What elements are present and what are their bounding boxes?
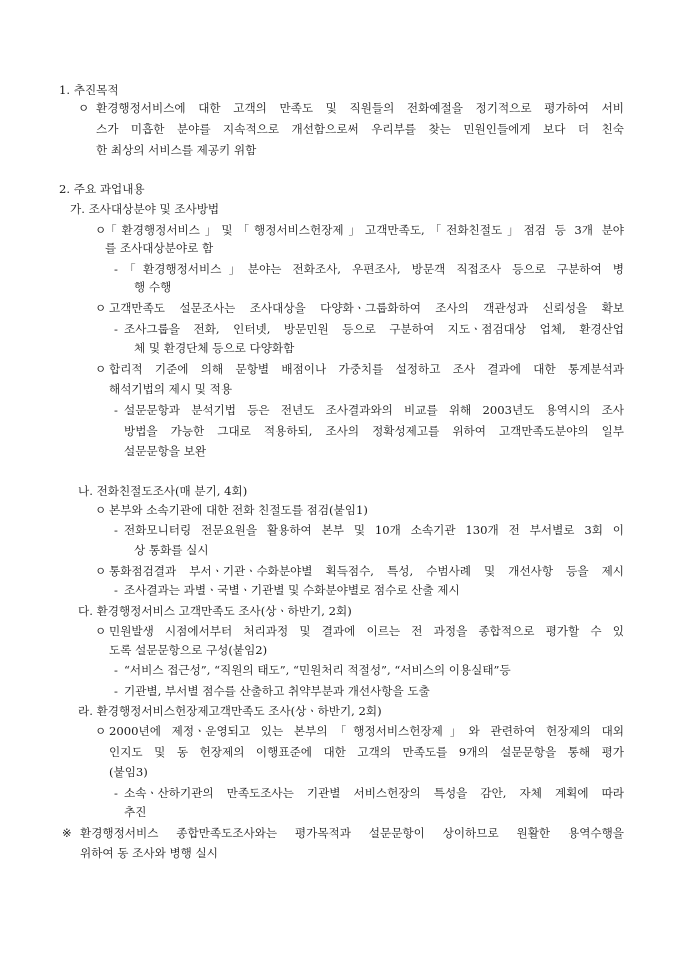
purpose-line-1: 환경행정서비스에 대한 고객의 만족도 및 직원들의 전화예절을 정기적으로 평가하여 서비 [96, 101, 624, 115]
bullet-circle: ㅇ [95, 564, 107, 578]
na-item-1-line-1: 본부와 소속기관에 대한 전화 친절도를 점검(붙임1) [109, 503, 368, 517]
bullet-circle: ㅇ [95, 724, 107, 738]
section-1-heading: 1. 추진목적 [59, 83, 119, 97]
section-2-heading: 2. 주요 과업내용 [59, 182, 145, 196]
bullet-dash: - [114, 523, 118, 537]
bullet-dash: - [114, 663, 118, 677]
da-item-1-line-2: 도록 설문문항으로 구성(붙임2) [109, 643, 268, 657]
bullet-circle: ㅇ [95, 503, 107, 517]
ga-item-1-line-1: 「환경행정서비스」및「행정서비스헌장제」고객만족도,「전화친절도」점검 등 3개 분야 [105, 223, 624, 237]
ra-item-1-line-2: 인지도 및 동 헌장제의 이행표준에 대한 고객의 만족도를 9개의 설문문항을 통해 평가 [109, 745, 624, 759]
na-sub-2-line-1: 조사결과는 과별ㆍ국별ㆍ기관별 및 수화분야별로 점수로 산출 제시 [124, 583, 460, 597]
ra-item-1-line-3: (붙임3) [109, 765, 148, 779]
ga-item-2-line-1: 고객만족도 설문조사는 조사대상을 다양화ㆍ그룹화하여 조사의 객관성과 신뢰성을 확보 [109, 301, 624, 315]
ga-item-1-line-2: 를 조사대상분야로 함 [105, 241, 214, 255]
purpose-line-2: 스가 미흡한 분야를 지속적으로 개선함으로써 우리부를 찾는 민원인들에게 보다 더 친숙 [96, 122, 624, 136]
da-item-1-line-1: 민원발생 시점에서부터 처리과정 및 결과에 이르는 전 과정을 종합적으로 평가할 수 있 [109, 624, 624, 638]
ga-sub-3-line-3: 설문문항을 보완 [124, 444, 207, 458]
subsection-da-title: 다. 환경행정서비스 고객만족도 조사(상ㆍ하반기, 2회) [78, 604, 352, 618]
ga-sub-2-line-2: 체 및 환경단체 등으로 다양화함 [134, 341, 295, 355]
bullet-circle: ㅇ [78, 101, 90, 115]
bullet-dash: - [114, 322, 118, 336]
note-line-2: 위하여 동 조사와 병행 실시 [80, 846, 218, 860]
bullet-dash: - [114, 786, 118, 800]
ga-sub-1-line-2: 행 수행 [134, 280, 172, 294]
bullet-dash: - [114, 262, 118, 276]
note-line-1: 환경행정서비스 종합만족도조사와는 평가목적과 설문문항이 상이하므로 원활한 용역수행을 [80, 826, 624, 840]
subsection-ra-title: 라. 환경행정서비스헌장제고객만족도 조사(상ㆍ하반기, 2회) [78, 704, 382, 718]
bullet-dash: - [114, 403, 118, 417]
na-sub-1-line-2: 상 통화를 실시 [134, 543, 209, 557]
ga-item-3-line-2: 해석기법의 제시 및 적용 [109, 382, 233, 396]
ga-item-3-line-1: 합리적 기준에 의해 문항별 배점이나 가중치를 설정하고 조사 결과에 대한 통계분석과 [109, 362, 624, 376]
subsection-ga-title: 가. 조사대상분야 및 조사방법 [70, 202, 220, 216]
bullet-circle: ㅇ [95, 362, 107, 376]
subsection-na-title: 나. 전화친절도조사(매 분기, 4회) [78, 484, 248, 498]
ra-sub-1-line-2: 추진 [124, 805, 147, 819]
ga-sub-2-line-1: 조사그룹을 전화, 인터넷, 방문민원 등으로 구분하여 지도ㆍ점검대상 업체, 환경산업 [124, 322, 624, 336]
bullet-dash: - [114, 684, 118, 698]
da-sub-2-line-1: 기관별, 부서별 점수를 산출하고 취약부분과 개선사항을 도출 [124, 684, 430, 698]
bullet-dash: - [114, 583, 118, 597]
note-marker: ※ [62, 826, 72, 840]
bullet-circle: ㅇ [95, 624, 107, 638]
ga-sub-3-line-2: 방법을 가능한 그대로 적용하되, 조사의 정확성제고를 위하여 고객만족도분야의 일부 [124, 424, 624, 438]
ra-sub-1-line-1: 소속ㆍ산하기관의 만족도조사는 기관별 서비스헌장의 특성을 감안, 자체 계획에 따라 [124, 786, 624, 800]
na-sub-1-line-1: 전화모니터링 전문요원을 활용하여 본부 및 10개 소속기관 130개 전 부서별로 3회 이 [124, 523, 624, 537]
purpose-line-3: 한 최상의 서비스를 제공키 위함 [96, 143, 257, 157]
da-sub-1-line-1: “서비스 접근성”, “직원의 태도”, “민원처리 적절성”, “서비스의 이용실태”등 [124, 663, 511, 677]
na-item-2-line-1: 통화점검결과 부서ㆍ기관ㆍ수화분야별 획득점수, 특성, 수범사례 및 개선사항 등을 제시 [109, 564, 624, 578]
ra-item-1-line-1: 2000년에 제정ㆍ운영되고 있는 본부의「행정서비스헌장제」와 관련하여 헌장제의 대외 [109, 724, 624, 738]
bullet-circle: ㅇ [95, 301, 107, 315]
bullet-circle: ㅇ [95, 223, 107, 237]
ga-sub-1-line-1: 「환경행정서비스」분야는 전화조사, 우편조사, 방문객 직접조사 등으로 구분하여 병 [124, 262, 624, 276]
ga-sub-3-line-1: 설문문항과 분석기법 등은 전년도 조사결과와의 비교를 위해 2003년도 용역시의 조사 [124, 403, 624, 417]
